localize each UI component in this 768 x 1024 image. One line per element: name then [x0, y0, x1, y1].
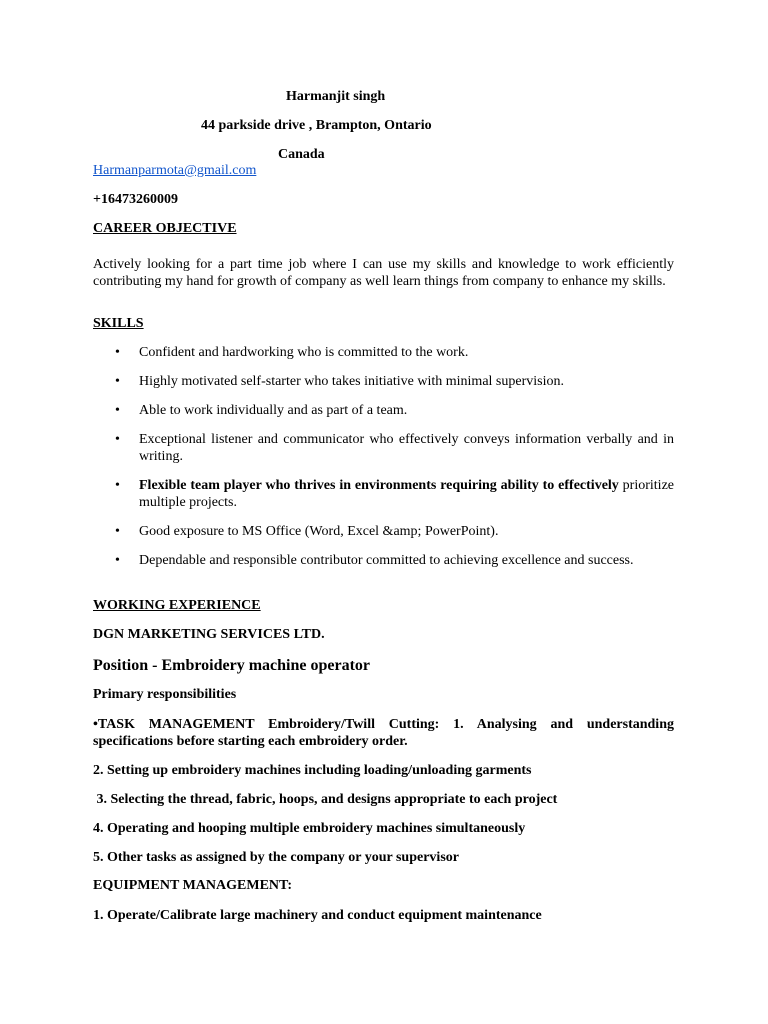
bullet-icon: • — [115, 553, 120, 568]
applicant-country: Canada — [278, 147, 325, 162]
bullet-icon: • — [115, 432, 120, 447]
skill-text: Flexible team player who thrives in environments requiring ability to effectively prioritize multiple projects. — [139, 478, 674, 510]
task-item: 4. Operating and hooping multiple embroidery machines simultaneously — [93, 821, 526, 836]
applicant-address: 44 parkside drive , Brampton, Ontario — [201, 118, 432, 133]
working-experience-heading: WORKING EXPERIENCE — [93, 598, 261, 613]
task-item: 2. Setting up embroidery machines including loading/unloading garments — [93, 763, 532, 778]
equipment-item: 1. Operate/Calibrate large machinery and conduct equipment maintenance — [93, 908, 542, 923]
email-link[interactable]: Harmanparmota@gmail.com — [93, 163, 257, 178]
bullet-icon: • — [115, 478, 120, 493]
phone-number: +16473260009 — [93, 192, 178, 207]
skill-text: Highly motivated self-starter who takes initiative with minimal supervision. — [139, 374, 564, 389]
career-objective-heading: CAREER OBJECTIVE — [93, 221, 237, 236]
skill-text: Good exposure to MS Office (Word, Excel &amp; PowerPoint). — [139, 524, 499, 539]
task-management-text: •TASK MANAGEMENT Embroidery/Twill Cutting: 1. Analysing and understanding specifications before starting each embroidery order. — [93, 717, 674, 749]
position-title: Position - Embroidery machine operator — [93, 657, 371, 674]
task-item: 3. Selecting the thread, fabric, hoops, and designs appropriate to each project — [93, 792, 558, 807]
applicant-name: Harmanjit singh — [286, 89, 386, 104]
skills-heading: SKILLS — [93, 316, 144, 331]
company-name: DGN MARKETING SERVICES LTD. — [93, 627, 325, 642]
task-item: 5. Other tasks as assigned by the company or your supervisor — [93, 850, 459, 865]
bullet-icon: • — [115, 345, 120, 360]
skill-text: Dependable and responsible contributor committed to achieving excellence and success. — [139, 553, 634, 568]
equipment-management-heading: EQUIPMENT MANAGEMENT: — [93, 878, 292, 893]
skill-text: Able to work individually and as part of a team. — [139, 403, 408, 418]
skill-text: Confident and hardworking who is committed to the work. — [139, 345, 469, 360]
primary-responsibilities-label: Primary responsibilities — [93, 687, 237, 702]
career-objective-text: Actively looking for a part time job where I can use my skills and knowledge to work efficiently contributing my hand for growth of company as well learn things from company to enhance my skills. — [93, 257, 674, 289]
skill-text: Exceptional listener and communicator who effectively conveys information verbally and in writing. — [139, 432, 674, 464]
bullet-icon: • — [115, 374, 120, 389]
bullet-icon: • — [115, 403, 120, 418]
bullet-icon: • — [115, 524, 120, 539]
